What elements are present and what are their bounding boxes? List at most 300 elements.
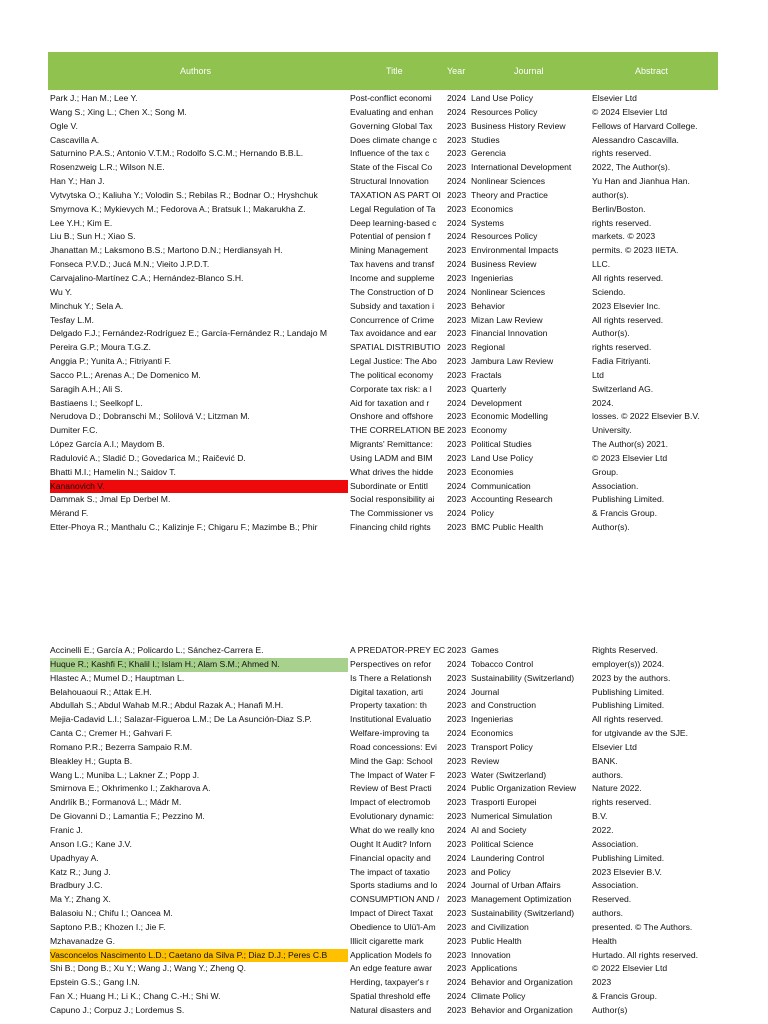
cell-journal[interactable]: Nonlinear Sciences xyxy=(471,176,546,187)
cell-year[interactable]: 2024 xyxy=(447,93,467,103)
cell-journal[interactable]: Tobacco Control xyxy=(471,658,534,669)
cell-authors[interactable]: Sacco P.L.; Arenas A.; De Domenico M. xyxy=(50,369,201,380)
cell-authors[interactable]: Pereira G.P.; Moura T.G.Z. xyxy=(50,342,151,353)
table-row[interactable] xyxy=(48,300,728,314)
cell-abstract[interactable]: markets. © 2023 xyxy=(592,231,656,242)
cell-authors[interactable]: Wang S.; Xing L.; Chen X.; Song M. xyxy=(50,106,187,117)
cell-year[interactable]: 2024 xyxy=(447,397,467,408)
table-row[interactable] xyxy=(48,824,728,838)
table-row[interactable] xyxy=(48,438,728,452)
table-row[interactable] xyxy=(48,755,728,769)
table-row[interactable] xyxy=(48,175,728,189)
cell-abstract[interactable]: Elsevier Ltd xyxy=(592,93,637,103)
table-row[interactable] xyxy=(48,838,728,852)
cell-journal[interactable]: Ingenierias xyxy=(471,714,514,725)
cell-title[interactable]: Welfare-improving ta xyxy=(350,728,430,739)
cell-abstract[interactable]: rights reserved. xyxy=(592,148,652,159)
cell-authors[interactable]: Capuno J.; Corpuz J.; Lordemus S. xyxy=(50,1004,185,1015)
cell-title[interactable]: What drives the hidde xyxy=(350,466,434,477)
table-row[interactable] xyxy=(48,921,728,935)
cell-journal[interactable]: Climate Policy xyxy=(471,991,526,1002)
cell-journal[interactable]: Trasporti Europei xyxy=(471,797,537,808)
cell-year[interactable]: 2024 xyxy=(447,480,467,491)
cell-authors[interactable]: Mzhavanadze G. xyxy=(50,935,115,946)
cell-year[interactable]: 2024 xyxy=(447,658,467,669)
cell-abstract[interactable]: Author(s) xyxy=(592,1004,628,1015)
cell-year[interactable]: 2024 xyxy=(447,783,467,794)
table-row[interactable] xyxy=(48,879,728,893)
cell-authors[interactable]: Vytvytska O.; Kaliuha Y.; Volodin S.; Rebilas R.; Bodnar O.; Hryshchuk xyxy=(50,189,318,200)
cell-title[interactable]: The impact of taxatio xyxy=(350,866,430,877)
cell-year[interactable]: 2023 xyxy=(447,645,467,655)
cell-authors[interactable]: Canta C.; Cremer H.; Gahvari F. xyxy=(50,728,173,739)
cell-abstract[interactable]: Association. xyxy=(592,880,639,891)
cell-abstract[interactable]: 2023 xyxy=(592,977,612,988)
cell-abstract[interactable]: rights reserved. xyxy=(592,797,652,808)
cell-title[interactable]: Does climate change c xyxy=(350,134,437,145)
cell-abstract[interactable]: Yu Han and Jianhua Han. xyxy=(592,176,690,187)
cell-abstract[interactable]: 2023 Elsevier B.V. xyxy=(592,866,662,877)
table-row[interactable] xyxy=(48,189,728,203)
table-row[interactable] xyxy=(48,782,728,796)
cell-title[interactable]: Influence of the tax c xyxy=(350,148,430,159)
table-row[interactable] xyxy=(48,327,728,341)
table-row[interactable] xyxy=(48,383,728,397)
cell-journal[interactable]: Innovation xyxy=(471,949,511,960)
table-row[interactable] xyxy=(48,1004,728,1018)
cell-abstract[interactable]: Switzerland AG. xyxy=(592,383,654,394)
cell-title[interactable]: Financing child rights xyxy=(350,522,431,533)
cell-year[interactable]: 2023 xyxy=(447,189,467,200)
cell-year[interactable]: 2023 xyxy=(447,452,467,463)
cell-journal[interactable]: Games xyxy=(471,645,499,655)
cell-title[interactable]: A PREDATOR-PREY EC xyxy=(350,645,446,655)
cell-abstract[interactable]: Author(s). xyxy=(592,522,630,533)
cell-journal[interactable]: Mizan Law Review xyxy=(471,314,543,325)
cell-year[interactable]: 2024 xyxy=(447,686,467,697)
cell-title[interactable]: Property taxation: th xyxy=(350,700,427,711)
cell-title[interactable]: Spatial threshold effe xyxy=(350,991,431,1002)
cell-abstract[interactable]: Association. xyxy=(592,838,639,849)
table-row[interactable] xyxy=(48,217,728,231)
cell-year[interactable]: 2023 xyxy=(447,425,467,436)
cell-title[interactable]: Obedience to Ulü'l-Am xyxy=(350,921,436,932)
cell-authors[interactable]: Hlastec A.; Mumel D.; Hauptman L. xyxy=(50,672,185,683)
cell-authors[interactable]: Etter-Phoya R.; Manthalu C.; Kalizinje F.; Chigaru F.; Mazimbe B.; Phir xyxy=(50,522,318,533)
cell-authors[interactable]: Mejia-Cadavid L.I.; Salazar-Figueroa L.M.; De La Asunción-Diaz S.P. xyxy=(50,714,312,725)
cell-authors[interactable]: Ogle V. xyxy=(50,120,78,131)
cell-authors[interactable]: Katz R.; Jung J. xyxy=(50,866,111,877)
cell-abstract[interactable]: All rights reserved. xyxy=(592,314,664,325)
cell-journal[interactable]: Political Studies xyxy=(471,439,532,450)
cell-journal[interactable]: Systems xyxy=(471,217,504,228)
cell-title[interactable]: Natural disasters and xyxy=(350,1004,432,1015)
cell-year[interactable]: 2023 xyxy=(447,120,467,131)
table-row[interactable] xyxy=(48,230,728,244)
cell-abstract[interactable]: Reserved. xyxy=(592,894,632,905)
cell-year[interactable]: 2023 xyxy=(447,1004,467,1015)
cell-title[interactable]: Subordinate or Entitl xyxy=(350,480,428,491)
cell-year[interactable]: 2023 xyxy=(447,935,467,946)
table-row[interactable] xyxy=(48,686,728,700)
cell-journal[interactable]: Applications xyxy=(471,963,518,974)
cell-title[interactable]: TAXATION AS PART OI xyxy=(350,189,441,200)
cell-abstract[interactable]: B.V. xyxy=(592,811,608,822)
cell-title[interactable]: Tax havens and transf xyxy=(350,259,435,270)
cell-title[interactable]: The Construction of D xyxy=(350,286,434,297)
cell-journal[interactable]: Resources Policy xyxy=(471,231,538,242)
cell-journal[interactable]: Regional xyxy=(471,342,505,353)
cell-journal[interactable]: Studies xyxy=(471,134,500,145)
cell-journal[interactable]: Accounting Research xyxy=(471,494,553,505)
cell-authors[interactable]: Anson I.G.; Kane J.V. xyxy=(50,838,132,849)
cell-journal[interactable]: Policy xyxy=(471,508,494,519)
cell-title[interactable]: Perspectives on refor xyxy=(350,658,432,669)
table-row[interactable] xyxy=(48,699,728,713)
table-row[interactable] xyxy=(48,161,728,175)
cell-year[interactable]: 2024 xyxy=(447,106,467,117)
cell-year[interactable]: 2023 xyxy=(447,369,467,380)
cell-authors[interactable]: Park J.; Han M.; Lee Y. xyxy=(50,93,138,103)
cell-title[interactable]: Structural Innovation xyxy=(350,176,429,187)
cell-year[interactable]: 2023 xyxy=(447,755,467,766)
cell-journal[interactable]: Economics xyxy=(471,728,514,739)
cell-abstract[interactable]: University. xyxy=(592,425,632,436)
cell-authors[interactable]: Abdullah S.; Abdul Wahab M.R.; Abdul Razak A.; Hanafi M.H. xyxy=(50,700,284,711)
cell-journal[interactable]: Theory and Practice xyxy=(471,189,548,200)
cell-journal[interactable]: Quarterly xyxy=(471,383,507,394)
cell-year[interactable]: 2023 xyxy=(447,300,467,311)
cell-year[interactable]: 2024 xyxy=(447,728,467,739)
table-row[interactable] xyxy=(48,658,728,672)
cell-title[interactable]: Corporate tax risk: a l xyxy=(350,383,432,394)
cell-year[interactable]: 2023 xyxy=(447,908,467,919)
cell-abstract[interactable]: employer(s)) 2024. xyxy=(592,658,665,669)
table-row[interactable] xyxy=(48,92,728,106)
cell-journal[interactable]: Ingenierias xyxy=(471,272,514,283)
table-row[interactable] xyxy=(48,134,728,148)
cell-journal[interactable]: Review xyxy=(471,755,500,766)
cell-title[interactable]: Post-conflict economi xyxy=(350,93,432,103)
cell-journal[interactable]: and Civilization xyxy=(471,921,529,932)
table-row[interactable] xyxy=(48,810,728,824)
cell-journal[interactable]: Development xyxy=(471,397,522,408)
cell-year[interactable]: 2023 xyxy=(447,162,467,173)
cell-abstract[interactable]: rights reserved. xyxy=(592,342,652,353)
cell-journal[interactable]: Management Optimization xyxy=(471,894,572,905)
cell-title[interactable]: SPATIAL DISTRIBUTIO xyxy=(350,342,441,353)
cell-abstract[interactable]: Publishing Limited. xyxy=(592,686,665,697)
cell-year[interactable]: 2024 xyxy=(447,176,467,187)
cell-authors[interactable]: Radulović A.; Sladić D.; Govedarica M.; Raičević D. xyxy=(50,452,246,463)
cell-title[interactable]: Road concessions: Evi xyxy=(350,741,437,752)
cell-journal[interactable]: Business Review xyxy=(471,259,537,270)
cell-journal[interactable]: Economics xyxy=(471,203,514,214)
cell-abstract[interactable]: Group. xyxy=(592,466,619,477)
cell-title[interactable]: An edge feature awar xyxy=(350,963,433,974)
cell-authors[interactable]: Lee Y.H.; Kim E. xyxy=(50,217,113,228)
cell-title[interactable]: State of the Fiscal Co xyxy=(350,162,433,173)
cell-year[interactable]: 2023 xyxy=(447,700,467,711)
cell-abstract[interactable]: Hurtado. All rights reserved. xyxy=(592,949,699,960)
cell-abstract[interactable]: LLC. xyxy=(592,259,611,270)
cell-authors[interactable]: Accinelli E.; García A.; Policardo L.; Sánchez-Carrera E. xyxy=(50,645,264,655)
cell-abstract[interactable]: authors. xyxy=(592,908,624,919)
cell-journal[interactable]: Resources Policy xyxy=(471,106,538,117)
cell-authors[interactable]: Liu B.; Sun H.; Xiao S. xyxy=(50,231,136,242)
cell-authors[interactable]: Upadhyay A. xyxy=(50,852,99,863)
cell-authors[interactable]: Shi B.; Dong B.; Xu Y.; Wang J.; Wang Y.; Zheng Q. xyxy=(50,963,247,974)
cell-authors[interactable]: Balasoiu N.; Chifu I.; Oancea M. xyxy=(50,908,173,919)
cell-abstract[interactable]: © 2023 Elsevier Ltd xyxy=(592,452,668,463)
cell-journal[interactable]: Economic Modelling xyxy=(471,411,548,422)
cell-year[interactable]: 2024 xyxy=(447,286,467,297)
cell-authors[interactable]: Dammak S.; Jmal Ep Derbel M. xyxy=(50,494,171,505)
table-row[interactable] xyxy=(48,935,728,949)
cell-year[interactable]: 2023 xyxy=(447,356,467,367)
table-row[interactable] xyxy=(48,355,728,369)
table-row[interactable] xyxy=(48,962,728,976)
table-row[interactable] xyxy=(48,713,728,727)
cell-abstract[interactable]: BANK. xyxy=(592,755,618,766)
table-row[interactable] xyxy=(48,314,728,328)
table-row[interactable] xyxy=(48,424,728,438)
cell-title[interactable]: What do we really kno xyxy=(350,824,435,835)
cell-abstract[interactable]: 2023 Elsevier Inc. xyxy=(592,300,661,311)
cell-authors[interactable]: Epstein G.S.; Gang I.N. xyxy=(50,977,140,988)
header-authors[interactable]: Authors xyxy=(180,66,212,76)
cell-year[interactable]: 2024 xyxy=(447,217,467,228)
cell-journal[interactable]: Financial Innovation xyxy=(471,328,548,339)
cell-year[interactable]: 2023 xyxy=(447,272,467,283)
cell-abstract[interactable]: Fadia Fitriyanti. xyxy=(592,356,651,367)
cell-title[interactable]: Application Models fo xyxy=(350,949,432,960)
cell-journal[interactable]: Land Use Policy xyxy=(471,452,534,463)
cell-year[interactable]: 2023 xyxy=(447,811,467,822)
cell-journal[interactable]: Behavior xyxy=(471,300,505,311)
table-row[interactable] xyxy=(48,893,728,907)
cell-journal[interactable]: Behavior and Organization xyxy=(471,977,573,988)
cell-year[interactable]: 2023 xyxy=(447,245,467,256)
cell-title[interactable]: Using LADM and BIM xyxy=(350,452,433,463)
cell-abstract[interactable]: Elsevier Ltd xyxy=(592,741,637,752)
cell-journal[interactable]: Numerical Simulation xyxy=(471,811,553,822)
cell-authors[interactable]: Bradbury J.C. xyxy=(50,880,103,891)
cell-journal[interactable]: Jambura Law Review xyxy=(471,356,554,367)
cell-title[interactable]: THE CORRELATION BE xyxy=(350,425,445,436)
cell-authors[interactable]: Wang L.; Muniba L.; Lakner Z.; Popp J. xyxy=(50,769,200,780)
cell-year[interactable]: 2024 xyxy=(447,880,467,891)
table-row[interactable] xyxy=(48,147,728,161)
cell-abstract[interactable]: 2022. xyxy=(592,824,614,835)
cell-journal[interactable]: AI and Society xyxy=(471,824,527,835)
cell-authors[interactable]: Tesfay L.M. xyxy=(50,314,94,325)
cell-title[interactable]: Migrants' Remittance: xyxy=(350,439,433,450)
cell-authors[interactable]: Han Y.; Han J. xyxy=(50,176,105,187)
table-row[interactable] xyxy=(48,369,728,383)
cell-title[interactable]: Mind the Gap: School xyxy=(350,755,433,766)
cell-abstract[interactable]: 2022, The Author(s). xyxy=(592,162,671,173)
header-journal[interactable]: Journal xyxy=(514,66,544,76)
cell-journal[interactable]: BMC Public Health xyxy=(471,522,544,533)
cell-authors[interactable]: Nerudova D.; Dobranschi M.; Solilová V.; Litzman M. xyxy=(50,411,250,422)
cell-year[interactable]: 2023 xyxy=(447,894,467,905)
cell-authors[interactable]: Smyrnova K.; Mykievych M.; Fedorova A.; Bratsuk I.; Makarukha Z. xyxy=(50,203,306,214)
cell-year[interactable]: 2024 xyxy=(447,508,467,519)
cell-year[interactable]: 2023 xyxy=(447,963,467,974)
cell-journal[interactable]: Journal xyxy=(471,686,500,697)
cell-abstract[interactable]: losses. © 2022 Elsevier B.V. xyxy=(592,411,700,422)
cell-abstract[interactable]: All rights reserved. xyxy=(592,714,664,725)
cell-abstract[interactable]: Publishing Limited. xyxy=(592,852,665,863)
cell-year[interactable]: 2024 xyxy=(447,259,467,270)
cell-title[interactable]: CONSUMPTION AND / xyxy=(350,894,440,905)
table-row[interactable] xyxy=(48,949,728,963)
cell-year[interactable]: 2024 xyxy=(447,852,467,863)
cell-authors[interactable]: Saragih A.H.; Ali S. xyxy=(50,383,123,394)
cell-title[interactable]: The political economy xyxy=(350,369,434,380)
cell-title[interactable]: Impact of electromob xyxy=(350,797,431,808)
cell-title[interactable]: Mining Management xyxy=(350,245,428,256)
cell-title[interactable]: Deep learning-based c xyxy=(350,217,437,228)
cell-journal[interactable]: Political Science xyxy=(471,838,534,849)
cell-authors[interactable]: Fonseca P.V.D.; Jucá M.N.; Vieito J.P.D.T. xyxy=(50,259,210,270)
cell-journal[interactable]: Sustainability (Switzerland) xyxy=(471,908,575,919)
cell-abstract[interactable]: Alessandro Cascavilla. xyxy=(592,134,679,145)
cell-abstract[interactable]: Berlin/Boston. xyxy=(592,203,646,214)
cell-authors[interactable]: Anggia P.; Yunita A.; Fitriyanti F. xyxy=(50,356,172,367)
cell-authors[interactable]: Wu Y. xyxy=(50,286,72,297)
cell-abstract[interactable]: 2024. xyxy=(592,397,614,408)
cell-authors[interactable]: Romano P.R.; Bezerra Sampaio R.M. xyxy=(50,741,193,752)
cell-year[interactable]: 2023 xyxy=(447,769,467,780)
cell-authors[interactable]: Jhanattan M.; Laksmono B.S.; Martono D.N.; Herdiansyah H. xyxy=(50,245,283,256)
cell-title[interactable]: The Impact of Water F xyxy=(350,769,436,780)
cell-abstract[interactable]: authors. xyxy=(592,769,624,780)
cell-year[interactable]: 2023 xyxy=(447,522,467,533)
cell-year[interactable]: 2023 xyxy=(447,342,467,353)
cell-abstract[interactable]: © 2022 Elsevier Ltd xyxy=(592,963,668,974)
cell-year[interactable]: 2024 xyxy=(447,991,467,1002)
cell-title[interactable]: Illicit cigarette mark xyxy=(350,935,424,946)
cell-journal[interactable]: Sustainability (Switzerland) xyxy=(471,672,575,683)
cell-journal[interactable]: Laundering Control xyxy=(471,852,545,863)
cell-authors[interactable]: Carvajalino-Martínez C.A.; Hernández-Blanco S.H. xyxy=(50,272,244,283)
cell-title[interactable]: The Commissioner vs xyxy=(350,508,434,519)
cell-title[interactable]: Income and suppleme xyxy=(350,272,435,283)
table-row[interactable] xyxy=(48,341,728,355)
cell-authors[interactable]: Ma Y.; Zhang X. xyxy=(50,894,111,905)
table-row[interactable] xyxy=(48,410,728,424)
cell-authors[interactable]: Saturnino P.A.S.; Antonio V.T.M.; Rodolfo S.C.M.; Hernando B.B.L. xyxy=(50,148,304,159)
cell-authors[interactable]: Minchuk Y.; Sela A. xyxy=(50,300,124,311)
cell-abstract[interactable]: & Francis Group. xyxy=(592,991,657,1002)
table-row[interactable] xyxy=(48,480,728,494)
cell-journal[interactable]: and Construction xyxy=(471,700,536,711)
table-row[interactable] xyxy=(48,203,728,217)
table-row[interactable] xyxy=(48,907,728,921)
cell-journal[interactable]: Behavior and Organization xyxy=(471,1004,573,1015)
table-row[interactable] xyxy=(48,769,728,783)
cell-authors[interactable]: De Giovanni D.; Lamantia F.; Pezzino M. xyxy=(50,811,205,822)
cell-authors[interactable]: Vasconcelos Nascimento L.D.; Caetano da Silva P.; Diaz D.J.; Peres C.B xyxy=(50,949,348,963)
cell-title[interactable]: Social responsibility ai xyxy=(350,494,435,505)
table-row[interactable] xyxy=(48,286,728,300)
table-row[interactable] xyxy=(48,672,728,686)
cell-year[interactable]: 2023 xyxy=(447,328,467,339)
cell-journal[interactable]: Land Use Policy xyxy=(471,93,534,103)
cell-abstract[interactable]: Health xyxy=(592,935,617,946)
cell-title[interactable]: Is There a Relationsh xyxy=(350,672,432,683)
table-row[interactable] xyxy=(48,466,728,480)
cell-abstract[interactable]: Nature 2022. xyxy=(592,783,642,794)
cell-journal[interactable]: Environmental Impacts xyxy=(471,245,559,256)
cell-authors[interactable]: Franic J. xyxy=(50,824,83,835)
table-row[interactable] xyxy=(48,990,728,1004)
table-row[interactable] xyxy=(48,727,728,741)
cell-journal[interactable]: International Development xyxy=(471,162,572,173)
cell-title[interactable]: Review of Best Practi xyxy=(350,783,432,794)
cell-authors[interactable]: Saptono P.B.; Khozen I.; Jie F. xyxy=(50,921,166,932)
cell-abstract[interactable]: Author(s). xyxy=(592,328,630,339)
cell-title[interactable]: Evolutionary dynamic: xyxy=(350,811,435,822)
cell-authors[interactable]: Huque R.; Kashfi F.; Khalil I.; Islam H.; Alam S.M.; Ahmed N. xyxy=(50,658,348,672)
cell-year[interactable]: 2023 xyxy=(447,439,467,450)
table-row[interactable] xyxy=(48,866,728,880)
cell-year[interactable]: 2023 xyxy=(447,314,467,325)
cell-year[interactable]: 2023 xyxy=(447,741,467,752)
cell-abstract[interactable]: presented. © The Authors. xyxy=(592,921,693,932)
header-year[interactable]: Year xyxy=(447,66,466,76)
cell-title[interactable]: Aid for taxation and r xyxy=(350,397,430,408)
cell-title[interactable]: Governing Global Tax xyxy=(350,120,433,131)
cell-journal[interactable]: Fractals xyxy=(471,369,502,380)
cell-authors[interactable]: Delgado F.J.; Fernández-Rodríguez E.; García-Fernández R.; Landajo M xyxy=(50,328,328,339)
header-abstract[interactable]: Abstract xyxy=(635,66,669,76)
cell-authors[interactable]: Mérand F. xyxy=(50,508,89,519)
cell-abstract[interactable]: Rights Reserved. xyxy=(592,645,658,655)
header-title[interactable]: Title xyxy=(386,66,403,76)
table-row[interactable] xyxy=(48,644,728,658)
cell-title[interactable]: Legal Regulation of Ta xyxy=(350,203,436,214)
cell-year[interactable]: 2023 xyxy=(447,203,467,214)
cell-title[interactable]: Digital taxation, arti xyxy=(350,686,424,697)
cell-year[interactable]: 2024 xyxy=(447,977,467,988)
table-row[interactable] xyxy=(48,741,728,755)
cell-abstract[interactable]: author(s). xyxy=(592,189,629,200)
cell-abstract[interactable]: permits. © 2023 IIETA. xyxy=(592,245,679,256)
cell-journal[interactable]: Business History Review xyxy=(471,120,566,131)
cell-journal[interactable]: Nonlinear Sciences xyxy=(471,286,546,297)
cell-year[interactable]: 2023 xyxy=(447,714,467,725)
cell-authors[interactable]: Bhatti M.I.; Hamelin N.; Saidov T. xyxy=(50,466,176,477)
table-row[interactable] xyxy=(48,258,728,272)
cell-year[interactable]: 2023 xyxy=(447,466,467,477)
cell-title[interactable]: Subsidy and taxation i xyxy=(350,300,435,311)
cell-year[interactable]: 2023 xyxy=(447,949,467,960)
table-row[interactable] xyxy=(48,507,728,521)
cell-title[interactable]: Potential of pension f xyxy=(350,231,431,242)
cell-authors[interactable]: Rosenzweig L.R.; Wilson N.E. xyxy=(50,162,165,173)
cell-abstract[interactable]: for utgivande av the SJE. xyxy=(592,728,689,739)
cell-authors[interactable]: Bleakley H.; Gupta B. xyxy=(50,755,133,766)
cell-abstract[interactable]: The Author(s) 2021. xyxy=(592,439,668,450)
cell-year[interactable]: 2023 xyxy=(447,411,467,422)
cell-authors[interactable]: Belahouaoui R.; Attak E.H. xyxy=(50,686,152,697)
cell-year[interactable]: 2023 xyxy=(447,494,467,505)
cell-abstract[interactable]: 2023 by the authors. xyxy=(592,672,671,683)
cell-journal[interactable]: Transport Policy xyxy=(471,741,533,752)
